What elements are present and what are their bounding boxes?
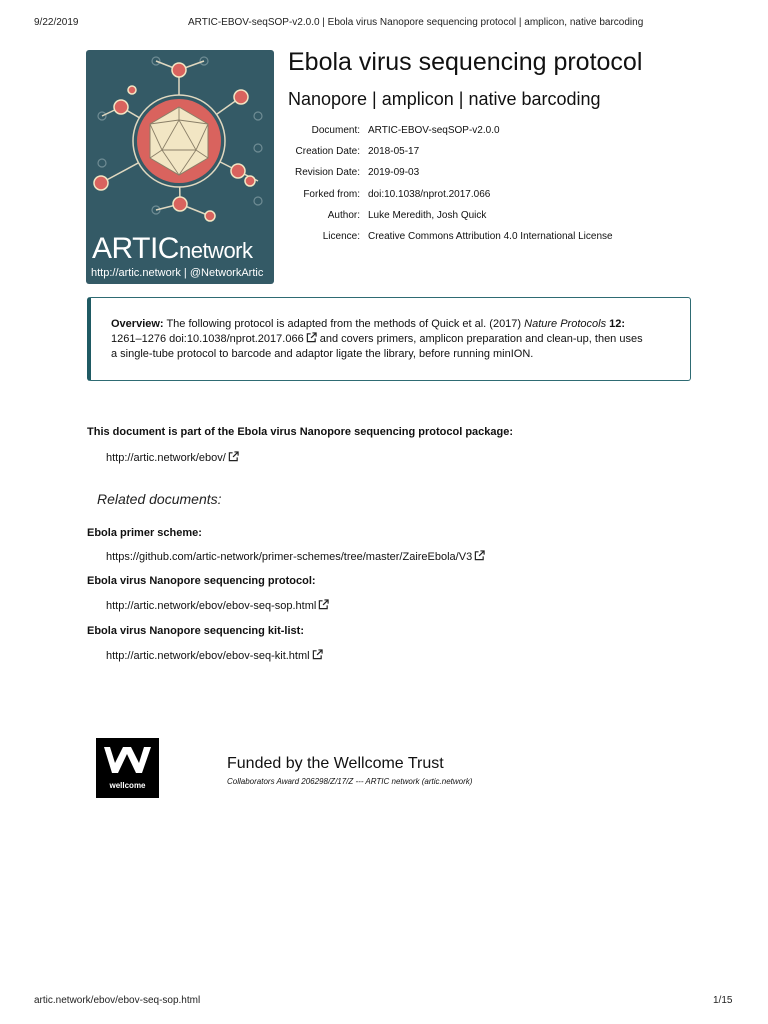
print-title: ARTIC-EBOV-seqSOP-v2.0.0 | Ebola virus Nanopore sequencing protocol | amplicon, native barcoding xyxy=(188,17,644,28)
overview-line-3: a single-tube protocol to barcode and adaptor ligate the library, before running minION. xyxy=(111,348,534,360)
meta-label: Revision Date: xyxy=(294,167,360,179)
logo-brand-suffix: network xyxy=(178,238,253,263)
package-link[interactable]: http://artic.network/ebov/ xyxy=(106,452,226,464)
overview-pages: 1261–1276 xyxy=(111,333,170,345)
meta-row-author xyxy=(288,209,613,230)
meta-label: Document: xyxy=(311,125,360,136)
logo-brand-prefix: ARTIC xyxy=(92,232,179,265)
meta-value: Creative Commons Attribution 4.0 International License xyxy=(368,230,613,242)
related-documents-title: Related documents: xyxy=(97,491,222,507)
wellcome-w-mark-icon xyxy=(96,738,159,780)
related-link-line xyxy=(106,550,485,563)
meta-row-revision-date xyxy=(288,166,613,187)
external-link-icon[interactable] xyxy=(474,550,485,561)
meta-label: Licence: xyxy=(322,230,360,242)
external-link-icon[interactable] xyxy=(318,599,329,610)
document-metadata xyxy=(288,124,613,251)
meta-value: doi:10.1038/nprot.2017.066 xyxy=(368,188,491,200)
wellcome-logo-text: wellcome xyxy=(109,781,146,790)
meta-row-licence xyxy=(288,230,613,251)
artic-network-logo xyxy=(86,50,274,284)
external-link-icon[interactable] xyxy=(312,649,323,660)
package-heading: This document is part of the Ebola virus Nanopore sequencing protocol package: xyxy=(87,426,514,438)
sequencing-protocol-link[interactable]: http://artic.network/ebov/ebov-seq-sop.html xyxy=(106,600,317,612)
meta-label: Creation Date: xyxy=(295,146,360,158)
print-footer-url: artic.network/ebov/ebov-seq-sop.html xyxy=(34,995,201,1006)
overview-doi-link[interactable]: doi:10.1038/nprot.2017.066 xyxy=(169,333,304,345)
related-link-line xyxy=(106,649,323,662)
meta-label: Forked from: xyxy=(303,188,360,200)
meta-value: ARTIC-EBOV-seqSOP-v2.0.0 xyxy=(368,125,500,136)
meta-row-creation-date xyxy=(288,145,613,166)
funding-subtitle: Collaborators Award 206298/Z/17/Z --- ARTIC network (artic.network) xyxy=(227,777,473,786)
overview-box xyxy=(87,297,691,381)
meta-row-document xyxy=(288,124,613,145)
overview-volume: 12: xyxy=(606,318,626,330)
funding-title: Funded by the Wellcome Trust xyxy=(227,755,444,772)
overview-line-2 xyxy=(111,332,672,347)
primer-scheme-link[interactable]: https://github.com/artic-network/primer-schemes/tree/master/ZaireEbola/V3 xyxy=(106,551,473,563)
related-heading-primer-scheme: Ebola primer scheme: xyxy=(87,527,202,539)
overview-text-cont: and covers primers, amplicon preparation and clean-up, then uses xyxy=(316,333,643,345)
related-heading-sequencing-protocol: Ebola virus Nanopore sequencing protocol: xyxy=(87,575,316,587)
wellcome-logo xyxy=(96,738,159,798)
external-link-icon[interactable] xyxy=(228,451,239,462)
overview-journal: Nature Protocols xyxy=(524,318,607,330)
overview-line-1 xyxy=(111,317,672,332)
overview-label: Overview: xyxy=(111,318,164,330)
logo-url-line: http://artic.network | @NetworkArtic xyxy=(91,267,264,279)
meta-row-forked-from xyxy=(288,188,613,209)
logo-brand-text xyxy=(92,234,253,266)
print-date: 9/22/2019 xyxy=(34,17,79,28)
overview-text: The following protocol is adapted from the methods of Quick et al. (2017) xyxy=(163,318,525,330)
related-heading-kit-list: Ebola virus Nanopore sequencing kit-list: xyxy=(87,625,304,637)
meta-value: 2019-09-03 xyxy=(368,167,420,179)
print-page-number: 1/15 xyxy=(713,995,733,1006)
meta-label: Author: xyxy=(327,209,360,221)
package-link-line xyxy=(106,451,239,464)
related-link-line xyxy=(106,599,329,612)
external-link-icon[interactable] xyxy=(306,332,317,343)
page-title: Ebola virus sequencing protocol xyxy=(288,48,643,76)
meta-value: 2018-05-17 xyxy=(368,146,420,158)
meta-value: Luke Meredith, Josh Quick xyxy=(368,209,487,221)
page-subtitle: Nanopore | amplicon | native barcoding xyxy=(288,89,601,109)
kit-list-link[interactable]: http://artic.network/ebov/ebov-seq-kit.html xyxy=(106,650,310,662)
